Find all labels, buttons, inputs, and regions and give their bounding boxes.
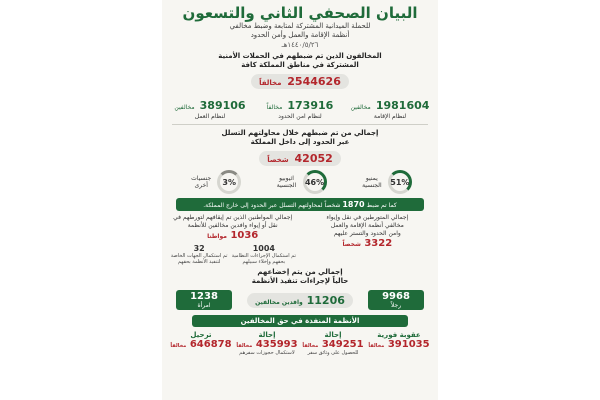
subtitle-line-1: للحملة الميدانية المشتركة لمتابعة وضبط مخالفي	[229, 22, 371, 30]
nationality-other	[188, 170, 241, 194]
percent-ring: 3%	[217, 170, 241, 194]
involved-unit: شخصاً	[342, 241, 361, 248]
infiltration-total-unit: شخصاً	[267, 156, 289, 164]
violators-total	[251, 74, 349, 89]
involved-citizens	[168, 214, 297, 265]
currently-total	[247, 293, 353, 308]
penalty-unit: مخالفاً	[236, 343, 253, 349]
men-label: رجلاً	[390, 302, 402, 309]
banner-value: 1870	[342, 200, 365, 209]
penalties-breakdown	[170, 331, 430, 356]
involved-section	[168, 214, 432, 265]
men-value: 9968	[382, 291, 410, 302]
currently-section	[168, 268, 432, 286]
penalty-unit: مخالفاً	[368, 343, 385, 349]
stat-label: لنظام الإقامة	[373, 113, 407, 120]
violators-total-unit: مخالفاً	[259, 79, 282, 87]
violators-title-1: المخالفون الذين تم ضبطهم في الحملات الأمنية	[218, 52, 382, 60]
citizens-referred	[168, 244, 230, 265]
penalty-value: 646878	[189, 339, 232, 350]
stat-value: 173916	[287, 99, 334, 112]
infographic	[162, 0, 438, 400]
women-label: امرأة	[197, 302, 211, 309]
involved-text-1: إجمالي المتورطين في نقل وإيواء	[326, 214, 409, 221]
infiltration-total-value: 42052	[294, 152, 333, 165]
stat-labor	[170, 94, 250, 120]
sub-value: 1004	[252, 244, 275, 253]
penalty-total	[236, 339, 298, 350]
nationality-label: جنسيات أخرى	[191, 175, 212, 189]
banner-post: شخصاً لمحاولتهم التسلل عبر الحدود إلى خارج المملكة.	[203, 202, 341, 209]
penalty-total	[302, 339, 364, 350]
penalty-heading: إحالة	[324, 331, 342, 339]
violators-breakdown	[170, 94, 430, 120]
citizens-unit: مواطنا	[207, 233, 227, 240]
penalty-total	[170, 339, 232, 350]
penalty-value: 349251	[321, 339, 364, 350]
penalty-label: لاستكمال حجوزات سفرهم	[239, 350, 295, 356]
gender-breakdown	[176, 290, 424, 310]
involved-total	[303, 238, 432, 249]
violators-total-value: 2544626	[287, 75, 341, 88]
citizens-total	[168, 230, 297, 241]
stat-residence	[350, 94, 430, 120]
citizens-breakdown	[168, 244, 297, 265]
involved-value: 3322	[364, 238, 393, 249]
page-title: البيان الصحفي الثاني والتسعون	[182, 4, 418, 22]
violators-title-2: المشتركة في مناطق المملكة كافة	[241, 61, 359, 69]
penalty-value: 391035	[387, 339, 430, 350]
percent-ring: 51%	[388, 170, 412, 194]
stat-unit: مخالفين	[174, 104, 195, 111]
penalty-heading: ترحيل	[190, 331, 212, 339]
men-box	[368, 290, 424, 310]
citizens-released	[230, 244, 297, 265]
penalty-heading: عقوبة فورية	[377, 331, 421, 339]
citizens-text-1: إجمالي المواطنين الذين تم إيقافهم لتورطهم في	[173, 214, 293, 221]
infiltration-section	[168, 129, 432, 166]
citizens-value: 1036	[230, 230, 259, 241]
infiltration-title-1: إجمالي من تم ضبطهم خلال محاولتهم التسلل	[221, 129, 379, 137]
sub-value: 32	[193, 244, 205, 253]
stat-label: لنظام امن الحدود	[278, 113, 322, 120]
penalties-title: الأنظمة المنفذة في حق المخالفين	[192, 315, 408, 327]
penalty-unit: مخالفاً	[302, 343, 319, 349]
citizens-text-2: نقل أو إيواء وافدين مخالفين للأنظمة	[187, 222, 278, 229]
currently-total-unit: وافدين مخالفين	[255, 298, 303, 306]
stat-value: 1981604	[375, 99, 430, 112]
penalty-label: للحصول على وثائق سفر	[307, 350, 359, 356]
infiltration-title-2: عبر الحدود إلى داخل المملكة	[250, 138, 350, 146]
penalty-total	[368, 339, 430, 350]
stat-border	[260, 94, 340, 120]
sub-label: تم استكمال الجهات الخاصة لتنفيذ الأنظمة بحقهم	[170, 253, 228, 265]
stat-value: 389106	[199, 99, 246, 112]
nationality-ethiopian	[274, 170, 327, 194]
women-value: 1238	[190, 291, 218, 302]
penalty-unit: مخالفاً	[170, 343, 187, 349]
percent-ring: 46%	[303, 170, 327, 194]
penalty-deportation	[170, 331, 232, 356]
penalty-value: 435993	[255, 339, 298, 350]
women-box	[176, 290, 232, 310]
divider	[172, 124, 428, 125]
nationality-label: اثيوبيو الجنسية	[276, 175, 297, 189]
penalty-immediate	[368, 331, 430, 356]
currently-title-2: حالياً لإجراءات تنفيذ الأنظمة	[251, 277, 349, 285]
involved-text-2: مخالفي أنظمة الإقامة والعمل	[330, 222, 404, 229]
involved-text-3: وامن الحدود والتستر عليهم	[333, 230, 401, 237]
involved-transporters	[303, 214, 432, 265]
stat-unit: مخالفاً	[266, 104, 283, 111]
sub-label: تم استكمال الإجراءات النظامية بحقهم وإخلاء سبيلهم	[231, 253, 296, 265]
currently-title-1: إجمالي من يتم إخضاعهم	[257, 268, 343, 276]
nationality-yemeni	[359, 170, 412, 194]
currently-total-value: 11206	[306, 293, 345, 307]
nationality-label: يمنيو الجنسية	[362, 175, 382, 189]
infiltration-total	[259, 151, 341, 166]
penalty-referral-bookings	[236, 331, 298, 356]
penalty-heading: إحالة	[258, 331, 276, 339]
nationality-breakdown	[172, 170, 428, 194]
banner-pre: كما تم ضبط	[366, 202, 397, 209]
stat-unit: مخالفين	[350, 104, 371, 111]
stat-label: لنظام العمل	[194, 113, 226, 120]
penalty-referral-documents	[302, 331, 364, 356]
exit-attempt-banner	[176, 198, 424, 211]
subtitle-line-2: أنظمة الإقامة والعمل وأمن الحدود	[250, 31, 350, 39]
date: ١٤٤٠/٥/٢٦هـ	[281, 41, 319, 49]
violators-section	[168, 52, 432, 89]
